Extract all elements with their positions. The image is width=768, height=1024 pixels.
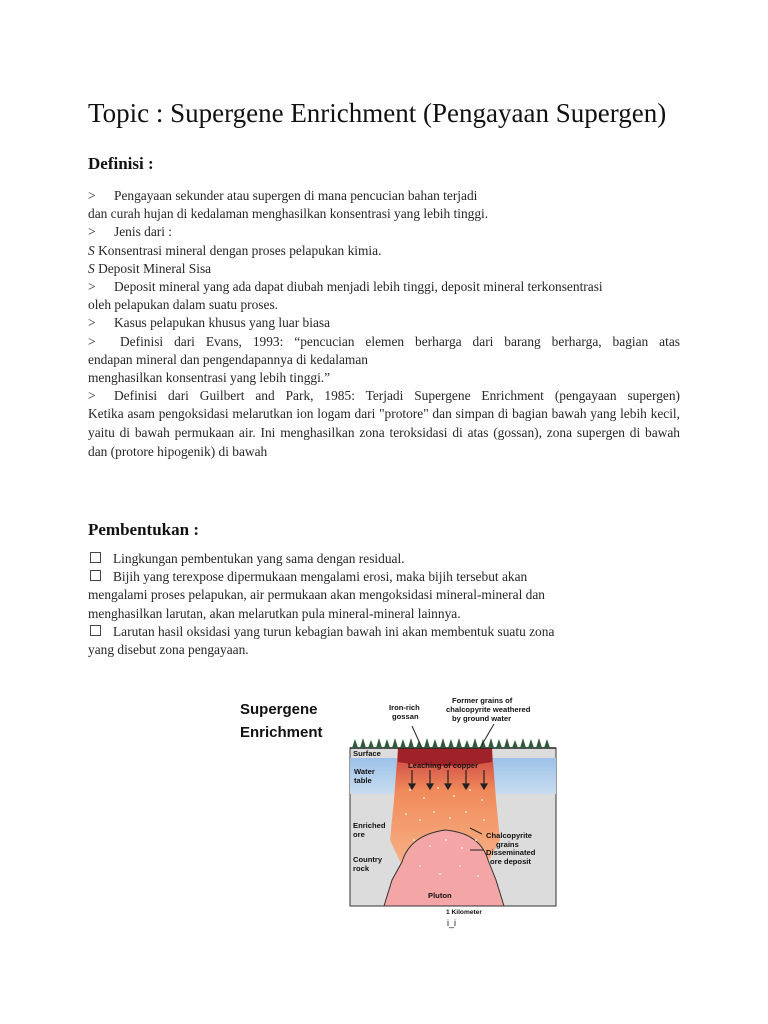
- label-pluton: Pluton: [428, 891, 452, 900]
- definisi-line-9: > Definisi dari Evans, 1993: “pencucian elemen berharga dari barang berharga, bagian atas: [88, 333, 680, 351]
- label-former-grains: Former grains of: [452, 696, 513, 705]
- label-ore-deposit: ore deposit: [490, 857, 531, 866]
- scale-label: 1 Kilometer: [446, 909, 482, 916]
- definisi-line-11: menghasilkan konsentrasi yang lebih tinggi.”: [88, 370, 331, 386]
- s-marker: S: [88, 242, 95, 258]
- label-surface: Surface: [353, 749, 381, 758]
- s-marker: S: [88, 260, 95, 276]
- pembentukan-line-3: mengalami proses pelapukan, air permukaan akan mengoksidasi mineral-mineral dan: [88, 587, 545, 603]
- pembentukan-line-5: Larutan hasil oksidasi yang turun kebagian bawah ini akan membentuk suatu zona: [88, 623, 680, 641]
- trees-icon: [352, 738, 550, 748]
- label-gossan: gossan: [392, 712, 419, 721]
- definisi-line-3: > Jenis dari :: [88, 223, 680, 241]
- label-leaching: Leaching of copper: [408, 761, 479, 770]
- arrow-marker: >: [88, 388, 96, 404]
- checkbox-square-icon: [90, 570, 101, 581]
- arrow-marker: >: [88, 333, 96, 349]
- page-title: Topic : Supergene Enrichment (Pengayaan Supergen): [88, 98, 667, 128]
- arrow-marker: >: [88, 188, 96, 203]
- label-disseminated: Disseminated: [486, 848, 536, 857]
- diagram-title-line-1: Supergene: [240, 701, 318, 718]
- diagram-title-line-2: Enrichment: [240, 724, 323, 741]
- definisi-line-7: oleh pelapukan dalam suatu proses.: [88, 297, 279, 313]
- definisi-line-13: Ketika asam pengoksidasi melarutkan ion logam dari "protore" dan simpan di bagian bawah yang lebih kecil, yaitu di bawah permukaan air. Ini menghasilkan zona teroksidasi di atas (gossan), zona supergen di bawah dan (protore hipogenik) di bawah: [88, 406, 680, 459]
- definisi-heading: Definisi :: [88, 154, 154, 173]
- definisi-line-4: S Konsentrasi mineral dengan proses pelapukan kimia.: [88, 242, 382, 258]
- label-water: Water: [354, 767, 375, 776]
- pembentukan-line-4: menghasilkan larutan, akan melarutkan pula mineral-mineral lainnya.: [88, 605, 461, 621]
- pembentukan-line-2: Bijih yang terexpose dipermukaan mengalami erosi, maka bijih tersebut akan: [88, 568, 680, 586]
- definisi-line-5: S Deposit Mineral Sisa: [88, 260, 212, 276]
- label-chalcopyrite-weathered: chalcopyrite weathered: [446, 705, 531, 714]
- label-iron-rich: Iron-rich: [389, 703, 420, 712]
- definisi-line-12: > Definisi dari Guilbert and Park, 1985: Terjadi Supergene Enrichment (pengayaan supergen): [88, 387, 680, 405]
- definisi-list: [88, 187, 680, 461]
- definisi-line-6: > Deposit mineral yang ada dapat diubah menjadi lebih tinggi, deposit mineral terkonsentrasi: [88, 278, 680, 296]
- definisi-line-8: > Kasus pelapukan khusus yang luar biasa: [88, 314, 680, 332]
- arrow-marker: >: [88, 279, 96, 295]
- label-by-ground-water: by ground water: [452, 714, 512, 723]
- pembentukan-heading: Pembentukan :: [88, 520, 199, 539]
- checkbox-square-icon: [90, 552, 101, 563]
- pembentukan-line-6: yang disebut zona pengayaan.: [88, 642, 249, 658]
- definisi-line-1: > Pengayaan sekunder atau supergen di mana pencucian bahan terjadi: [88, 187, 680, 205]
- arrow-marker: >: [88, 224, 96, 240]
- label-rock: rock: [353, 864, 370, 873]
- label-chalcopyrite: Chalcopyrite: [486, 831, 532, 840]
- pembentukan-list: [88, 550, 680, 659]
- water-table-right: [492, 758, 556, 794]
- label-ore: ore: [353, 830, 365, 839]
- checkbox-square-icon: [90, 625, 101, 636]
- supergene-enrichment-diagram: [234, 690, 564, 940]
- label-enriched: Enriched: [353, 821, 386, 830]
- label-table: table: [354, 776, 372, 785]
- label-country: Country: [353, 855, 383, 864]
- pembentukan-line-1: Lingkungan pembentukan yang sama dengan residual.: [88, 550, 680, 568]
- definisi-line-10: endapan mineral dan pengendapannya di kedalaman: [88, 351, 368, 367]
- label-grains: grains: [496, 840, 519, 849]
- definisi-line-2: dan curah hujan di kedalaman menghasilkan konsentrasi yang lebih tinggi.: [88, 206, 489, 222]
- arrow-marker: >: [88, 315, 96, 331]
- scale-bar-mark: i_i: [447, 918, 457, 928]
